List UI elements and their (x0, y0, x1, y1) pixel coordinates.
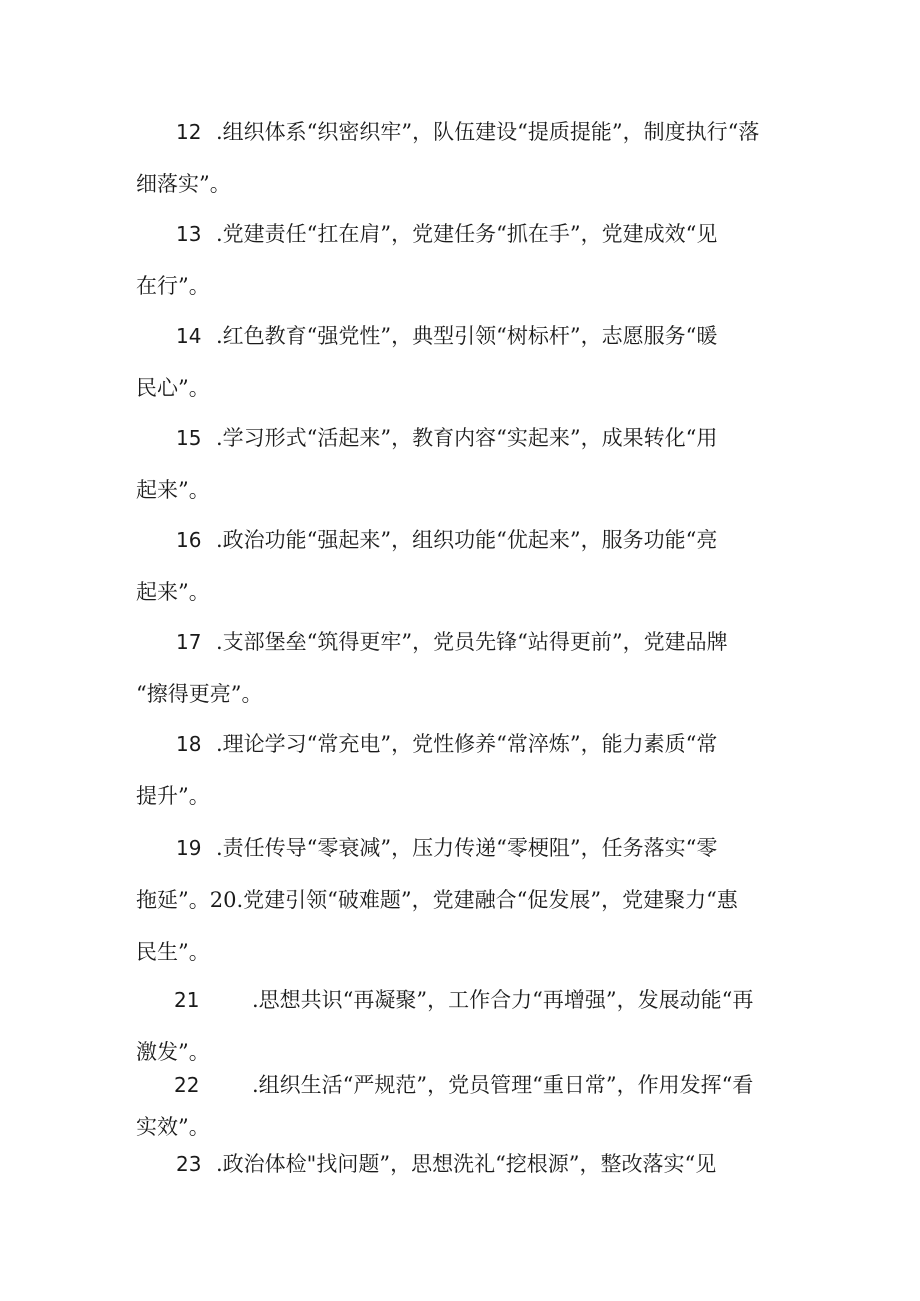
item-text: .思想共识“再凝聚”，工作合力“再增强”，发展动能“再 (252, 988, 754, 1012)
list-item-22 (136, 1064, 796, 1148)
item-text: .政治体检"找问题”，思想洗礼“挖根源”，整改落实“见 (216, 1152, 717, 1176)
item-number: 12 (176, 120, 202, 144)
item-first-line (136, 106, 796, 158)
item-text: .责任传导“零衰减”，压力传递“零梗阻”，任务落实“零 (216, 836, 718, 860)
item-first-line (136, 616, 796, 668)
item-continuation: 起来”。 (136, 478, 210, 502)
item-text: .支部堡垒“筑得更牢”，党员先锋“站得更前”，党建品牌 (216, 630, 728, 654)
item-text: .党建责任“扛在肩”，党建任务“抓在手”，党建成效“见 (216, 222, 718, 246)
item-first-line (136, 310, 796, 362)
item-number: 19 (176, 836, 202, 860)
list-item-14 (136, 310, 796, 414)
item-continuation: 在行”。 (136, 274, 210, 298)
item-number: 23 (176, 1152, 202, 1176)
item-text: .政治功能“强起来”，组织功能“优起来”，服务功能“亮 (216, 528, 718, 552)
item-first-line (136, 718, 796, 770)
item-text: .红色教育“强党性”，典型引领“树标杆”，志愿服务“暖 (216, 324, 718, 348)
item-number: 18 (176, 732, 202, 756)
item-text: .组织体系“织密织牢”，队伍建设“提质提能”，制度执行“落 (216, 120, 760, 144)
item-first-line (136, 822, 796, 874)
item-first-line (136, 208, 796, 260)
item-text: .理论学习“常充电”，党性修养“常淬炼”，能力素质“常 (216, 732, 718, 756)
list-item-19 (136, 822, 796, 978)
item-first-line (136, 1138, 796, 1190)
list-item-17 (136, 616, 796, 720)
item-number: 14 (176, 324, 202, 348)
list-item-18 (136, 718, 796, 822)
item-text: .学习形式“活起来”，教育内容“实起来”，成果转化“用 (216, 426, 718, 450)
item-number: 13 (176, 222, 202, 246)
item-number: 21 (174, 988, 200, 1012)
list-item-23 (136, 1138, 796, 1190)
item-first-line (136, 514, 796, 566)
item-text: .组织生活“严规范”，党员管理“重日常”，作用发挥“看 (252, 1073, 754, 1097)
item-continuation: 激发”。 (136, 1040, 210, 1064)
item-continuation: 提升”。 (136, 784, 210, 808)
list-item-12 (136, 106, 796, 210)
item-first-line (136, 974, 796, 1026)
item-continuation: 细落实”。 (136, 172, 231, 196)
item-number: 16 (176, 528, 202, 552)
item-continuation: 实效”。 (136, 1115, 210, 1139)
list-item-16 (136, 514, 796, 618)
item-continuation: 民心”。 (136, 376, 210, 400)
item-continuation: “擦得更亮”。 (136, 682, 263, 706)
item-continuation: 起来”。 (136, 580, 210, 604)
item-continuation: 拖延”。20.党建引领“破难题”，党建融合“促发展”，党建聚力“惠 (136, 888, 738, 912)
item-number: 17 (176, 630, 202, 654)
item-number: 15 (176, 426, 202, 450)
item-continuation: 民生”。 (136, 940, 210, 964)
list-item-21 (136, 974, 796, 1078)
list-item-13 (136, 208, 796, 312)
item-first-line (136, 412, 796, 464)
list-item-15 (136, 412, 796, 516)
item-first-line (136, 1064, 796, 1106)
item-number: 22 (174, 1073, 200, 1097)
